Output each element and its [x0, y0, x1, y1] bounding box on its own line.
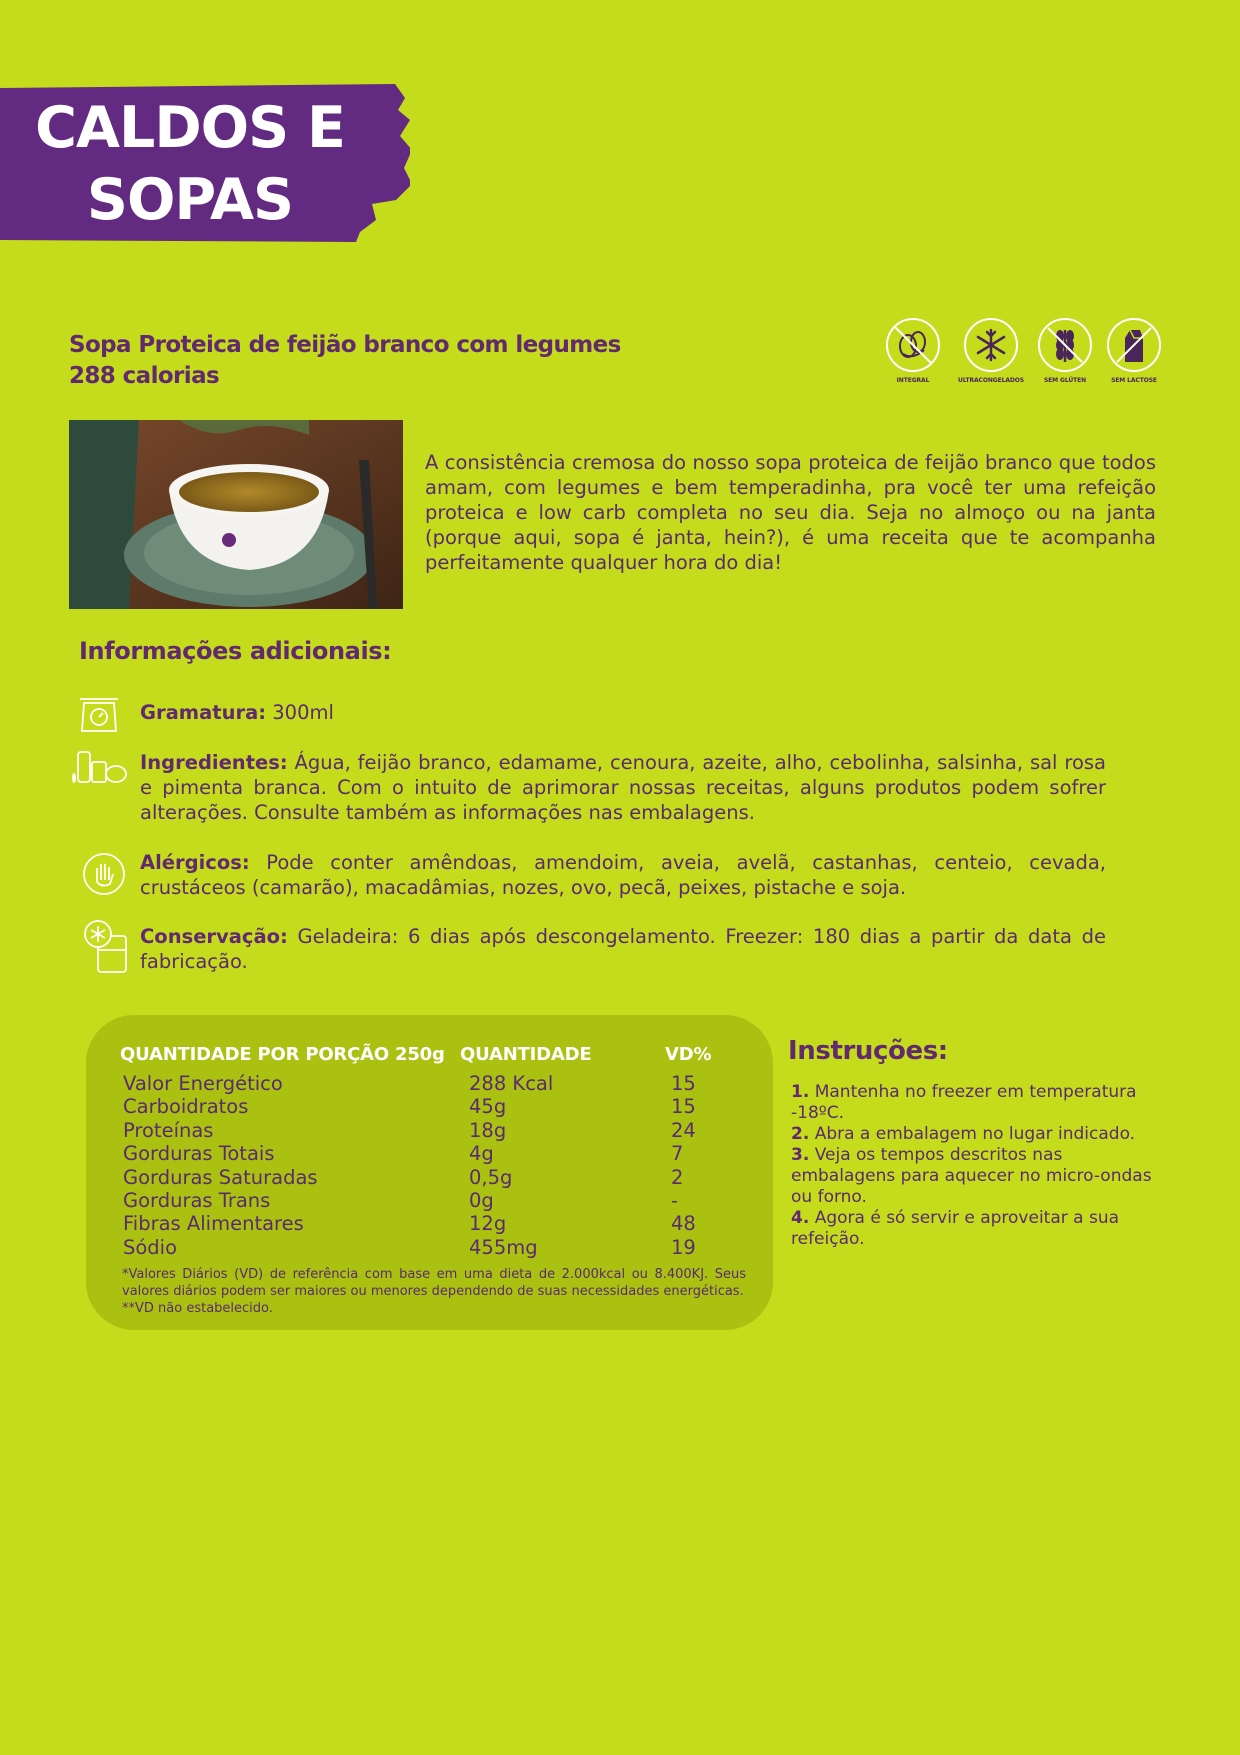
- category-title-line2: SOPAS: [86, 167, 294, 233]
- ingredients-icon: [72, 748, 128, 792]
- nutrient-quantity: 288 Kcal: [469, 1072, 554, 1095]
- nutrient-quantity: 18g: [469, 1118, 507, 1142]
- table-row: [123, 1072, 723, 1095]
- nutrient-vd: 48: [671, 1212, 696, 1236]
- instruction-step: [791, 1082, 1161, 1124]
- step-number: 4.: [791, 1208, 810, 1228]
- product-title: [69, 330, 769, 392]
- nutrient-vd: 15: [671, 1095, 696, 1119]
- alergicos-row: [140, 850, 1106, 900]
- product-calories: 288 calorias: [69, 363, 220, 389]
- nutrient-quantity: 0g: [469, 1188, 494, 1212]
- table-row: [123, 1189, 723, 1212]
- nutrient-vd: -: [671, 1188, 679, 1212]
- nutrient-name: Gorduras Trans: [123, 1188, 271, 1212]
- table-row: [123, 1095, 723, 1118]
- step-text: Veja os tempos descritos nas embalagens para aquecer no micro-ondas ou forno.: [791, 1145, 1152, 1207]
- nutrition-header-quantity: QUANTIDADE: [460, 1044, 592, 1065]
- table-row: [123, 1212, 723, 1235]
- product-photo: [69, 420, 403, 609]
- step-number: 1.: [791, 1082, 810, 1102]
- additional-info-title: Informações adicionais:: [79, 637, 392, 665]
- nutrient-name: Proteínas: [123, 1118, 214, 1142]
- conservacao-row: [140, 924, 1106, 974]
- table-row: [123, 1119, 723, 1142]
- footnote-vd: *Valores Diários (VD) de referência com base em uma dieta de 2.000kcal ou 8.400KJ. Seus valores diários podem ser maiores ou menores dependendo de suas necessidades energéticas.: [122, 1267, 746, 1299]
- product-name: Sopa Proteica de feijão branco com legumes: [69, 332, 621, 358]
- badge-label: SEM LACTOSE: [1111, 377, 1157, 384]
- nutrition-table: [123, 1072, 723, 1259]
- badge-label: SEM GLÚTEN: [1043, 377, 1087, 384]
- nutrient-name: Valor Energético: [123, 1072, 283, 1095]
- whole-grain-icon: [886, 318, 940, 372]
- nutrient-quantity: 12g: [469, 1212, 507, 1236]
- step-number: 2.: [791, 1124, 810, 1144]
- nutrition-header-portion: QUANTIDADE POR PORÇÃO 250g: [120, 1044, 445, 1065]
- nutrition-footnote: [122, 1266, 746, 1317]
- badge-label: ULTRACONGELADOS: [958, 377, 1024, 384]
- nutrient-vd: 15: [671, 1072, 696, 1095]
- instructions-list: [791, 1082, 1161, 1250]
- instruction-step: [791, 1208, 1161, 1250]
- nutrient-quantity: 4g: [469, 1142, 494, 1166]
- nutrient-quantity: 0,5g: [469, 1165, 513, 1189]
- nutrient-quantity: 455mg: [469, 1235, 538, 1259]
- nutrient-vd: 7: [671, 1142, 684, 1166]
- alergicos-value: Pode conter amêndoas, amendoim, aveia, avelã, castanhas, centeio, cevada, crustáceos (camarão), macadâmias, nozes, ovo, pecã, peixes, pistache e soja.: [140, 851, 1107, 899]
- instruction-step: [791, 1124, 1161, 1145]
- badge-ultracongelados: [955, 318, 1027, 384]
- lactose-free-icon: [1107, 318, 1161, 372]
- step-text: Abra a embalagem no lugar indicado.: [814, 1124, 1136, 1144]
- nutrient-name: Fibras Alimentares: [123, 1212, 304, 1236]
- step-text: Agora é só servir e aproveitar a sua refeição.: [791, 1208, 1120, 1249]
- allergy-hand-icon: [82, 852, 126, 896]
- table-row: [123, 1166, 723, 1189]
- gramatura-row: [140, 700, 1106, 725]
- snowflake-icon: [964, 318, 1018, 372]
- instruction-step: [791, 1145, 1161, 1208]
- nutrient-quantity: 45g: [469, 1095, 507, 1119]
- table-row: [123, 1142, 723, 1165]
- product-description: A consistência cremosa do nosso sopa proteica de feijão branco que todos amam, com legumes e bem temperadinha, pra você ter uma refeição proteica e low carb completa no seu dia. Seja no almoço ou na janta (porque aqui, sopa é janta, hein?), é uma receita que te acompanha perfeitamente qualquer hora do dia!: [425, 451, 1156, 574]
- step-number: 3.: [791, 1145, 810, 1165]
- badge-sem-lactose: [1098, 318, 1170, 384]
- nutrient-name: Carboidratos: [123, 1095, 249, 1119]
- step-text: Mantenha no freezer em temperatura -18ºC.: [791, 1082, 1137, 1123]
- nutrient-vd: 24: [671, 1118, 696, 1142]
- badge-label: INTEGRAL: [896, 377, 930, 384]
- ingredientes-label: Ingredientes:: [140, 751, 288, 774]
- alergicos-label: Alérgicos:: [140, 851, 250, 874]
- scale-icon: [74, 695, 124, 739]
- conservacao-label: Conservação:: [140, 925, 288, 948]
- badge-sem-gluten: [1029, 318, 1101, 384]
- gluten-free-icon: [1038, 318, 1092, 372]
- category-title: [30, 92, 350, 236]
- category-title-line1: CALDOS E: [35, 95, 345, 161]
- nutrient-name: Gorduras Saturadas: [123, 1165, 318, 1189]
- ingredientes-row: [140, 750, 1106, 825]
- instructions-title: Instruções:: [788, 1036, 948, 1066]
- freezer-icon: [82, 918, 130, 974]
- footnote-not-established: **VD não estabelecido.: [122, 1301, 273, 1316]
- nutrient-vd: 19: [671, 1235, 696, 1259]
- nutrient-name: Sódio: [123, 1235, 178, 1259]
- ingredientes-value: Água, feijão branco, edamame, cenoura, azeite, alho, cebolinha, salsinha, sal rosa e pimenta branca. Com o intuito de aprimorar nossas receitas, alguns produtos podem sofrer alterações. Consulte também as informações nas embalagens.: [140, 751, 1107, 824]
- badge-integral: [877, 318, 949, 384]
- table-row: [123, 1236, 723, 1259]
- gramatura-label: Gramatura:: [140, 701, 267, 724]
- nutrition-header-vd: VD%: [665, 1044, 712, 1065]
- nutrient-vd: 2: [671, 1165, 684, 1189]
- nutrient-name: Gorduras Totais: [123, 1142, 275, 1166]
- gramatura-value: 300ml: [272, 701, 334, 724]
- conservacao-value: Geladeira: 6 dias após descongelamento. Freezer: 180 dias a partir da data de fabricação.: [140, 925, 1107, 973]
